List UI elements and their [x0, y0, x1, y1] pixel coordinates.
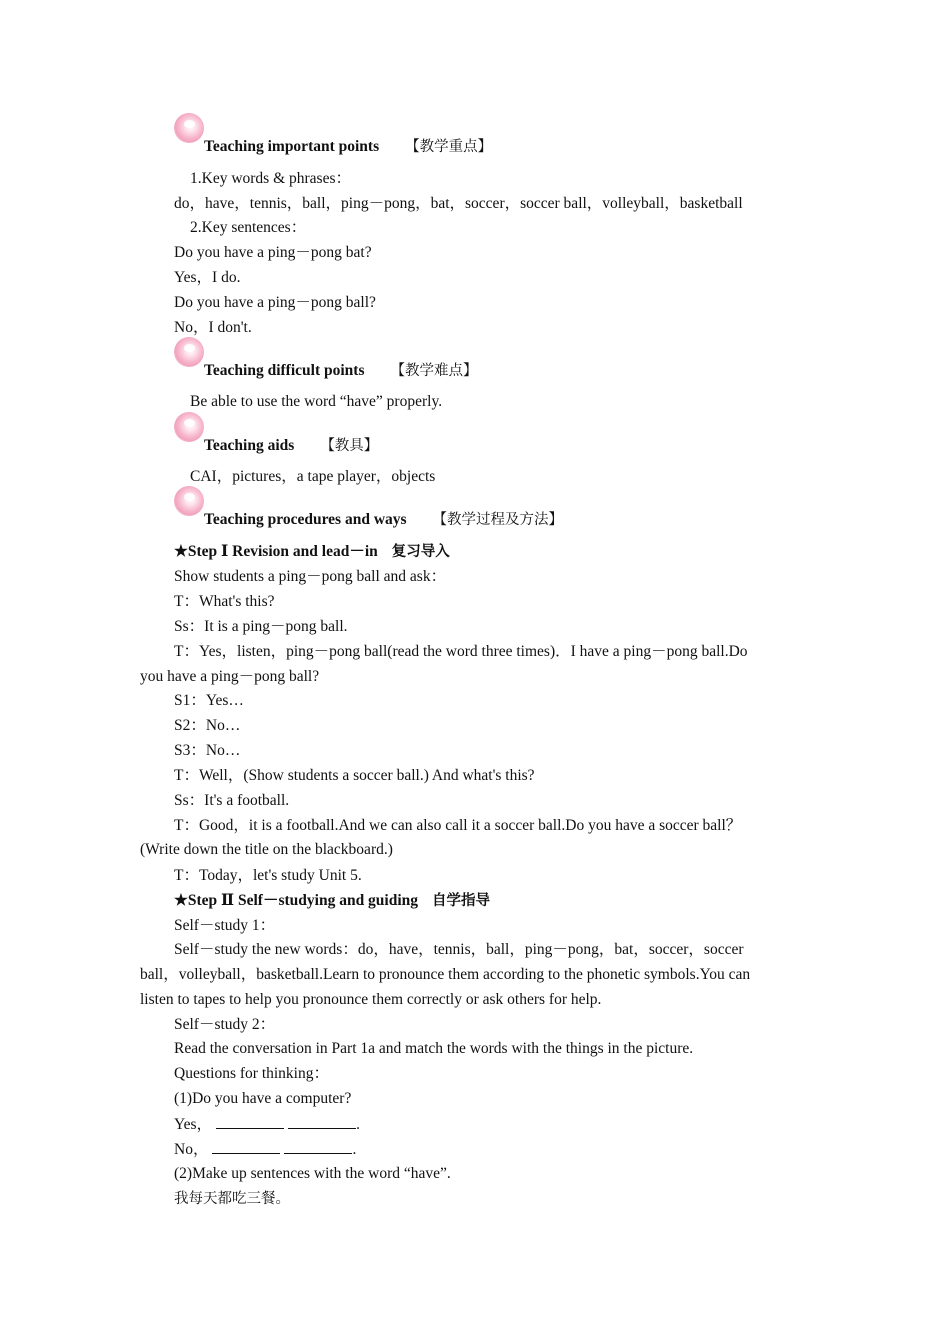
step-label: ★Step Ⅰ Revision and lead－in [174, 543, 378, 560]
heading-title: Teaching procedures and ways [204, 511, 407, 528]
text-line: listen to tapes to help you pronounce them correctly or ask others for help. [140, 991, 602, 1008]
text-line: 我每天都吃三餐。 [174, 1191, 290, 1207]
step-heading [174, 891, 490, 911]
step-cn: 复习导入 [391, 544, 450, 560]
blank-prefix: No， [174, 1141, 209, 1158]
text-line: T：What's this? [174, 593, 275, 610]
flower-bullet-icon [174, 113, 204, 143]
text-line: Do you have a ping－pong bat? [174, 244, 372, 261]
text-line: (1)Do you have a computer? [174, 1090, 352, 1107]
text-line: do，have，tennis，ball，ping－pong，bat，soccer，soccer ball，volleyball，basketball [174, 195, 743, 212]
flower-bullet-icon [174, 337, 204, 367]
text-line: S1：Yes… [174, 692, 244, 709]
text-line: Ss：It is a ping－pong ball. [174, 618, 348, 635]
section-heading-aids [204, 436, 378, 456]
text-line: Yes，I do. [174, 269, 241, 286]
text-line: T：Well，(Show students a soccer ball.) And what's this? [174, 767, 535, 784]
step-label: ★Step Ⅱ Self－studying and guiding [174, 892, 419, 909]
answer-blank[interactable] [216, 1114, 284, 1129]
flower-bullet-icon [174, 412, 204, 442]
flower-bullet-icon [174, 486, 204, 516]
text-line: Do you have a ping－pong ball? [174, 294, 376, 311]
heading-cn: 【教学难点】 [390, 363, 478, 379]
fill-blank-line [174, 1139, 356, 1160]
text-line: S3：No… [174, 742, 241, 759]
blank-prefix: Yes， [174, 1116, 213, 1133]
section-heading-difficult [204, 361, 478, 381]
text-line: ball，volleyball，basketball.Learn to pronounce them according to the phonetic symbols.You can [140, 966, 751, 983]
answer-blank[interactable] [284, 1139, 352, 1154]
heading-title: Teaching difficult points [204, 362, 365, 379]
section-heading-procedures [204, 510, 563, 530]
heading-title: Teaching important points [204, 138, 380, 155]
section-heading-important [204, 137, 492, 157]
answer-blank[interactable] [288, 1114, 356, 1129]
heading-cn: 【教学重点】 [405, 139, 493, 155]
text-line: Self－study 1： [174, 917, 276, 934]
text-line: you have a ping－pong ball? [140, 668, 320, 685]
answer-blank[interactable] [212, 1139, 280, 1154]
text-line: Questions for thinking： [174, 1065, 329, 1082]
step-cn: 自学指导 [432, 893, 491, 909]
step-heading [174, 542, 450, 562]
text-line: (Write down the title on the blackboard.) [140, 841, 393, 858]
text-line: CAI，pictures，a tape player，objects [190, 468, 436, 485]
fill-blank-line [174, 1114, 360, 1135]
text-line: No，I don't. [174, 319, 252, 336]
text-line: Read the conversation in Part 1a and match the words with the things in the picture. [174, 1040, 694, 1057]
text-line: Be able to use the word “have” properly. [190, 393, 443, 410]
blank-suffix: . [352, 1141, 357, 1158]
text-line: 1.Key words & phrases： [190, 170, 352, 187]
text-line: Self－study the new words：do，have，tennis，ball，ping－pong，bat，soccer，soccer [174, 941, 744, 958]
heading-title: Teaching aids [204, 437, 295, 454]
heading-cn: 【教具】 [320, 438, 379, 454]
text-line: S2：No… [174, 717, 241, 734]
text-line: T：Good，it is a football.And we can also call it a soccer ball.Do you have a soccer ball？ [174, 817, 742, 834]
heading-cn: 【教学过程及方法】 [432, 512, 564, 528]
text-line: Ss：It's a football. [174, 792, 290, 809]
text-line: (2)Make up sentences with the word “have”. [174, 1165, 451, 1182]
text-line: Show students a ping－pong ball and ask： [174, 568, 447, 585]
text-line: T：Yes，listen，ping－pong ball(read the word three times)．I have a ping－pong ball.Do [174, 643, 748, 660]
blank-suffix: . [356, 1116, 360, 1133]
text-line: 2.Key sentences： [190, 219, 307, 236]
text-line: Self－study 2： [174, 1016, 276, 1033]
text-line: T：Today，let's study Unit 5. [174, 867, 362, 884]
